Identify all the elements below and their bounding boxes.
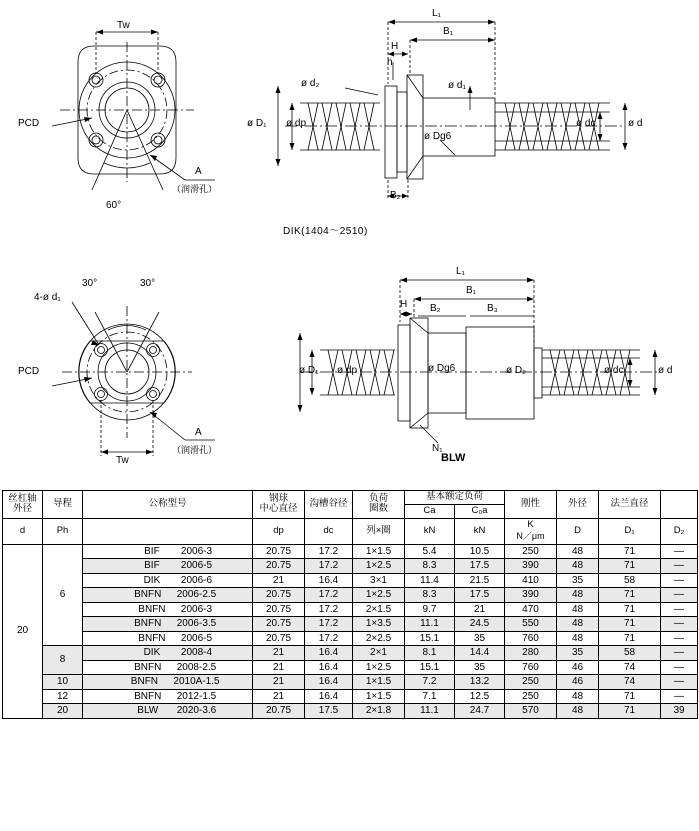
cell-D: 48 — [557, 617, 599, 632]
label-d1-outer-top: ø D₁ — [247, 118, 267, 129]
th-rigidity: 刚性 — [505, 491, 557, 519]
table-row — [3, 704, 698, 719]
label-angle-30-right: 30° — [140, 278, 156, 289]
cell-dc: 17.2 — [305, 559, 353, 574]
cell-k: 250 — [505, 675, 557, 690]
label-d2-bottom: ø D₂ — [506, 365, 526, 376]
cell-ca: 8.3 — [405, 588, 455, 603]
cell-D2: 39 — [661, 704, 698, 719]
cell-D2: — — [661, 631, 698, 646]
cell-k: 250 — [505, 544, 557, 559]
cell-shaft-dia: 20 — [3, 544, 43, 718]
cell-D1: 71 — [599, 689, 661, 704]
cell-c0a: 13.2 — [455, 675, 505, 690]
cell-dc: 17.2 — [305, 631, 353, 646]
table-row — [3, 646, 698, 661]
label-dp-top: ø dp — [286, 118, 307, 129]
cell-c0a: 14.4 — [455, 646, 505, 661]
cell-c0a: 17.5 — [455, 588, 505, 603]
cell-lead: 12 — [43, 689, 83, 704]
cell-ca: 5.4 — [405, 544, 455, 559]
cell-dc: 16.4 — [305, 675, 353, 690]
cell-D2: — — [661, 588, 698, 603]
cell-D: 48 — [557, 588, 599, 603]
cell-D2: — — [661, 602, 698, 617]
cell-ca: 9.7 — [405, 602, 455, 617]
cell-ca: 11.4 — [405, 573, 455, 588]
cell-model: BNFN 2006-5 — [83, 631, 253, 646]
th-model: 公称型号 — [83, 491, 253, 519]
cell-dc: 16.4 — [305, 660, 353, 675]
th-ca-dyn: Ca — [405, 504, 455, 518]
cell-D: 48 — [557, 602, 599, 617]
cell-dp: 20.75 — [253, 559, 305, 574]
th-lead: 导程 — [43, 491, 83, 519]
cell-k: 410 — [505, 573, 557, 588]
cell-model: DIK 2006-6 — [83, 573, 253, 588]
cell-k: 250 — [505, 689, 557, 704]
sym-ph: Ph — [43, 518, 83, 544]
caption-dik: DIK(1404～2510) — [283, 226, 368, 237]
label-dc-bottom: ø dc — [604, 365, 624, 376]
cell-lead: 6 — [43, 544, 83, 646]
cell-k: 760 — [505, 660, 557, 675]
label-dp-bottom: ø dp — [337, 365, 358, 376]
cell-D1: 71 — [599, 617, 661, 632]
th-flange-dia: 法兰直径 — [599, 491, 661, 519]
label-lube-hole-top: （润滑孔） — [172, 184, 218, 194]
cell-ca: 7.1 — [405, 689, 455, 704]
cell-D: 48 — [557, 559, 599, 574]
sym-turns: 列×圈 — [353, 518, 405, 544]
cell-D: 48 — [557, 704, 599, 719]
label-d1-top: ø d₁ — [448, 80, 466, 91]
label-n1: N₁ — [432, 443, 443, 454]
cell-D2: — — [661, 573, 698, 588]
cell-turns: 1×2.5 — [353, 588, 405, 603]
label-b1-bottom: B₁ — [466, 285, 477, 296]
cell-model: BLW 2020-3.6 — [83, 704, 253, 719]
cell-dc: 17.5 — [305, 704, 353, 719]
cell-dp: 20.75 — [253, 631, 305, 646]
cell-dp: 20.75 — [253, 544, 305, 559]
cell-turns: 2×2.5 — [353, 631, 405, 646]
cell-model: BNFN 2008-2.5 — [83, 660, 253, 675]
cell-dc: 16.4 — [305, 573, 353, 588]
sym-D1: D₁ — [599, 518, 661, 544]
label-4-d1: 4-ø d₁ — [34, 292, 61, 303]
cell-c0a: 24.5 — [455, 617, 505, 632]
specification-table — [2, 490, 698, 719]
cell-D1: 71 — [599, 588, 661, 603]
cell-D1: 71 — [599, 704, 661, 719]
cell-D1: 71 — [599, 544, 661, 559]
label-section-a-top: A — [195, 166, 202, 177]
label-h-top: H — [391, 41, 399, 52]
cell-D: 35 — [557, 573, 599, 588]
sym-D2: D₂ — [661, 518, 698, 544]
table-row — [3, 689, 698, 704]
cell-dc: 16.4 — [305, 689, 353, 704]
table-row — [3, 602, 698, 617]
cell-model: BIF 2006-5 — [83, 559, 253, 574]
th-shaft-dia: 丝杠轴 外径 — [3, 491, 43, 519]
table-symbol-row — [3, 518, 698, 544]
cell-dc: 17.2 — [305, 544, 353, 559]
label-dg6-top: ø Dg6 — [424, 131, 452, 142]
cell-dp: 20.75 — [253, 617, 305, 632]
cell-D2: — — [661, 544, 698, 559]
cell-turns: 1×1.5 — [353, 689, 405, 704]
cell-D1: 74 — [599, 660, 661, 675]
cell-D: 48 — [557, 689, 599, 704]
cell-D1: 71 — [599, 602, 661, 617]
cell-turns: 2×1.5 — [353, 602, 405, 617]
sym-ca-unit: kN — [405, 518, 455, 544]
th-outer-dia: 外径 — [557, 491, 599, 519]
label-d-bottom: ø d — [658, 365, 673, 376]
cell-ca: 11.1 — [405, 704, 455, 719]
cell-D1: 74 — [599, 675, 661, 690]
cell-model: BIF 2006-3 — [83, 544, 253, 559]
cell-ca: 15.1 — [405, 631, 455, 646]
table-row — [3, 660, 698, 675]
cell-k: 390 — [505, 588, 557, 603]
cell-c0a: 35 — [455, 631, 505, 646]
cell-dc: 17.2 — [305, 617, 353, 632]
sym-D: D — [557, 518, 599, 544]
cell-dp: 21 — [253, 660, 305, 675]
label-l1-top: L₁ — [432, 8, 441, 19]
label-b2-bottom: B₂ — [430, 303, 441, 314]
cell-dp: 20.75 — [253, 602, 305, 617]
sym-model-blank — [83, 518, 253, 544]
cell-dp: 20.75 — [253, 588, 305, 603]
th-d2-blank — [661, 491, 698, 519]
label-pcd-bottom: PCD — [18, 366, 40, 377]
label-b3-bottom: B₃ — [487, 303, 498, 314]
cell-D2: — — [661, 689, 698, 704]
cell-turns: 1×2.5 — [353, 660, 405, 675]
th-ca-static: C₀a — [455, 504, 505, 518]
label-angle-60: 60° — [106, 200, 122, 211]
label-dg6-bottom: ø Dg6 — [428, 363, 456, 374]
sym-dp: dp — [253, 518, 305, 544]
cell-model: BNFN 2010A-1.5 — [83, 675, 253, 690]
cell-model: BNFN 2006-2.5 — [83, 588, 253, 603]
th-groove-dia: 沟槽谷径 — [305, 491, 353, 519]
cell-c0a: 21 — [455, 602, 505, 617]
th-basic-load: 基本额定负荷 — [405, 491, 505, 505]
cell-ca: 7.2 — [405, 675, 455, 690]
cell-D1: 71 — [599, 631, 661, 646]
label-b2-top: B₂ — [390, 190, 401, 201]
label-tw-bottom: Tw — [116, 455, 129, 466]
cell-D1: 58 — [599, 573, 661, 588]
cell-c0a: 35 — [455, 660, 505, 675]
label-dc-top: ø dc — [576, 118, 596, 129]
cell-lead: 8 — [43, 646, 83, 675]
sym-k-unit: K N／μm — [505, 518, 557, 544]
sym-dc: dc — [305, 518, 353, 544]
label-h-small-top: h — [387, 57, 393, 68]
cell-turns: 1×2.5 — [353, 559, 405, 574]
cell-D2: — — [661, 660, 698, 675]
cell-turns: 2×1 — [353, 646, 405, 661]
label-d2-top: ø d₂ — [301, 78, 320, 89]
cell-dp: 20.75 — [253, 704, 305, 719]
cell-D2: — — [661, 646, 698, 661]
table-row — [3, 573, 698, 588]
label-angle-30-left: 30° — [82, 278, 98, 289]
label-pcd-top: PCD — [18, 118, 40, 129]
cell-turns: 1×1.5 — [353, 544, 405, 559]
table-row — [3, 675, 698, 690]
cell-turns: 2×1.8 — [353, 704, 405, 719]
cell-c0a: 10.5 — [455, 544, 505, 559]
label-d-top: ø d — [628, 118, 643, 129]
table-row — [3, 544, 698, 559]
cell-k: 570 — [505, 704, 557, 719]
cell-k: 550 — [505, 617, 557, 632]
cell-c0a: 12.5 — [455, 689, 505, 704]
cell-D: 48 — [557, 631, 599, 646]
cell-dp: 21 — [253, 689, 305, 704]
cell-k: 760 — [505, 631, 557, 646]
cell-D: 46 — [557, 660, 599, 675]
label-d1-outer-bottom: ø D₁ — [299, 365, 319, 376]
cell-k: 390 — [505, 559, 557, 574]
cell-D1: 58 — [599, 646, 661, 661]
caption-blw: BLW — [441, 452, 466, 464]
label-h-bottom: H — [400, 299, 408, 310]
cell-dc: 17.2 — [305, 602, 353, 617]
cell-k: 470 — [505, 602, 557, 617]
table-row — [3, 588, 698, 603]
cell-ca: 15.1 — [405, 660, 455, 675]
label-section-a-bottom: A — [195, 427, 202, 438]
cell-ca: 11.1 — [405, 617, 455, 632]
cell-turns: 3×1 — [353, 573, 405, 588]
sym-c0a-unit: kN — [455, 518, 505, 544]
table-header-row-1 — [3, 491, 698, 505]
cell-model: DIK 2008-4 — [83, 646, 253, 661]
table-body — [3, 544, 698, 718]
cell-D: 35 — [557, 646, 599, 661]
cell-model: BNFN 2012-1.5 — [83, 689, 253, 704]
cell-c0a: 21.5 — [455, 573, 505, 588]
cell-c0a: 17.5 — [455, 559, 505, 574]
cell-ca: 8.1 — [405, 646, 455, 661]
cell-dc: 17.2 — [305, 588, 353, 603]
cell-lead: 20 — [43, 704, 83, 719]
cell-D2: — — [661, 617, 698, 632]
cell-D: 48 — [557, 544, 599, 559]
cell-turns: 1×3.5 — [353, 617, 405, 632]
cell-D2: — — [661, 675, 698, 690]
cell-dp: 21 — [253, 675, 305, 690]
table-row — [3, 617, 698, 632]
label-lube-hole-bottom: （润滑孔） — [172, 445, 218, 455]
cell-turns: 1×1.5 — [353, 675, 405, 690]
cell-c0a: 24.7 — [455, 704, 505, 719]
cell-D2: — — [661, 559, 698, 574]
label-b1-top: B₁ — [443, 26, 454, 37]
table-row — [3, 559, 698, 574]
table-row — [3, 631, 698, 646]
sym-d: d — [3, 518, 43, 544]
cell-model: BNFN 2006-3 — [83, 602, 253, 617]
label-l1-bottom: L₁ — [456, 266, 465, 277]
cell-model: BNFN 2006-3.5 — [83, 617, 253, 632]
th-load-turns: 负荷 圈数 — [353, 491, 405, 519]
cell-dc: 16.4 — [305, 646, 353, 661]
cell-dp: 21 — [253, 646, 305, 661]
cell-lead: 10 — [43, 675, 83, 690]
cell-dp: 21 — [253, 573, 305, 588]
label-tw-top: Tw — [117, 20, 130, 31]
cell-ca: 8.3 — [405, 559, 455, 574]
cell-D1: 71 — [599, 559, 661, 574]
th-ball-center-dia: 钢球 中心直径 — [253, 491, 305, 519]
cell-k: 280 — [505, 646, 557, 661]
cell-D: 46 — [557, 675, 599, 690]
